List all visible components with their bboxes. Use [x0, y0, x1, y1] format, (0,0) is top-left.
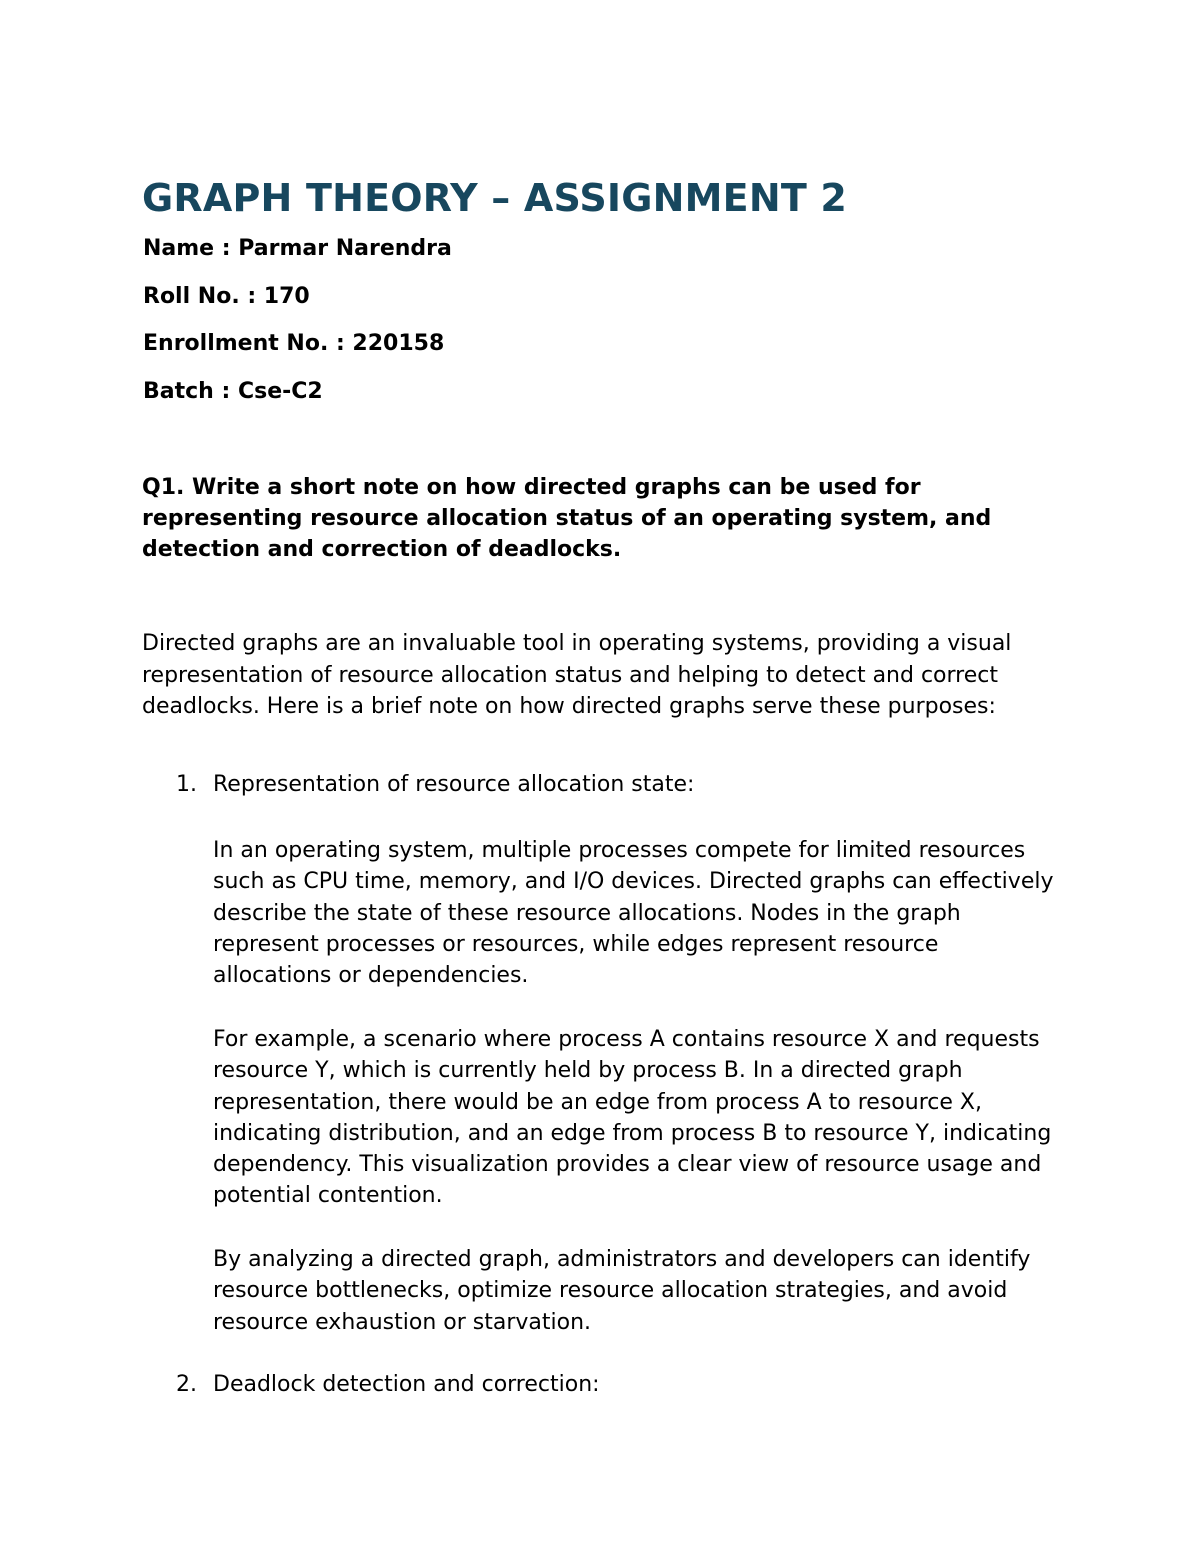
- list-item-heading: Deadlock detection and correction:: [213, 1372, 600, 1397]
- question-text: Q1. Write a short note on how directed graphs can be used for representing resource allocation status of an operating system, and detection and correction of deadlocks.: [142, 475, 992, 562]
- list-item-number: 1.: [176, 772, 197, 797]
- batch: Batch : Cse-C2: [143, 379, 323, 404]
- student-name: Name : Parmar Narendra: [143, 236, 452, 261]
- body-paragraph: By analyzing a directed graph, administrators and developers can identify resource bottlenecks, optimize resource allocation strategies, and avoid resource exhaustion or starvation.: [213, 1247, 1031, 1335]
- body-paragraph: For example, a scenario where process A contains resource X and requests resource Y, which is currently held by process B. In a directed graph representation, there would be an edge from process A to resource X, indicating distribution, and an edge from process B to resource Y, indicating dependency. This visualization provides a clear view of resource usage and potential contention.: [213, 1027, 1052, 1209]
- enrollment-number: Enrollment No. : 220158: [143, 331, 445, 356]
- intro-paragraph: Directed graphs are an invaluable tool in operating systems, providing a visual representation of resource allocation status and helping to detect and correct deadlocks. Here is a brief note on how directed graphs serve these purposes:: [142, 631, 1012, 719]
- document-title: GRAPH THEORY – ASSIGNMENT 2: [142, 176, 848, 220]
- roll-number: Roll No. : 170: [143, 284, 310, 309]
- list-item-heading: Representation of resource allocation state:: [213, 772, 695, 797]
- body-paragraph: In an operating system, multiple processes compete for limited resources such as CPU time, memory, and I/O devices. Directed graphs can effectively describe the state of these resource allocations. Nodes in the graph represent processes or resources, while edges represent resource allocations or dependencies.: [213, 838, 1054, 989]
- list-item-number: 2.: [176, 1372, 197, 1397]
